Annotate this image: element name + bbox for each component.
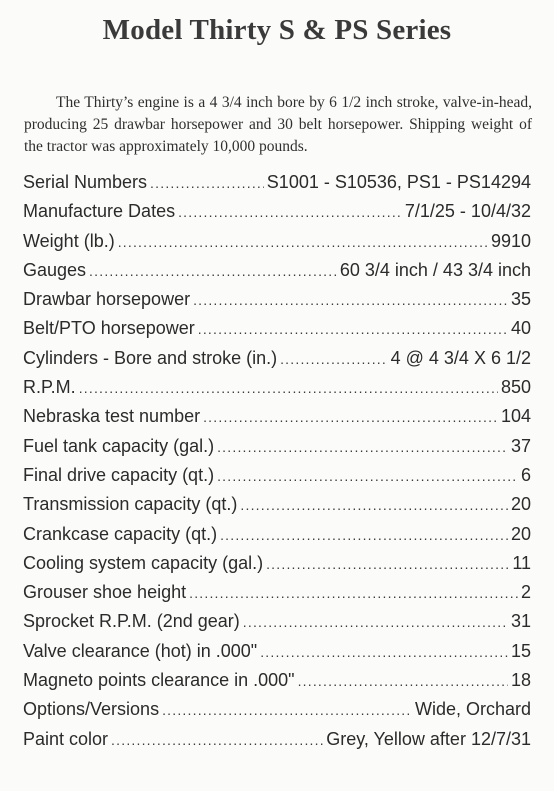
spec-value: 18 [510,670,531,691]
spec-row [23,289,531,318]
dot-leader [240,497,508,513]
dot-leader [217,439,508,455]
spec-label: Final drive capacity (qt.) [23,464,215,485]
spec-row [23,582,531,611]
dot-leader [217,468,518,484]
dot-leader [193,292,508,308]
spec-value: 9910 [490,230,531,251]
dot-leader [198,321,508,337]
spec-label: Nebraska test number [23,406,201,427]
spec-row [23,348,531,377]
dot-leader [298,673,508,689]
spec-value: S1001 - S10536, PS1 - PS14294 [266,172,531,192]
spec-row [23,699,531,728]
dot-leader [203,409,498,425]
spec-label: Gauges [23,259,87,280]
dot-leader [178,204,402,220]
page-title: Model Thirty S & PS Series [102,14,452,46]
intro-paragraph: The Thirty’s engine is a 4 3/4 inch bore by 6 1/2 inch stroke, valve-in-head, producing 25 drawbar horsepower and 30 belt horsepower. Shipping weight of the tractor was approximately 10,000 pounds. [24,93,532,155]
spec-label: Belt/PTO horsepower [23,318,195,339]
spec-label: Magneto points clearance in .000" [23,670,295,691]
spec-value: 20 [510,494,531,515]
dot-leader [111,732,323,748]
dot-leader [266,556,509,572]
spec-value: 37 [510,435,531,456]
spec-value: 31 [510,611,531,632]
spec-value: 2 [520,582,531,603]
spec-row [23,611,531,640]
spec-row [23,406,531,435]
spec-row [23,231,531,260]
spec-row [23,494,531,523]
spec-value: 104 [500,406,531,427]
spec-row [23,465,531,494]
spec-row [23,201,531,230]
spec-row [23,318,531,347]
spec-value: 850 [500,377,531,398]
spec-row [23,524,531,553]
spec-row [23,377,531,406]
spec-label: Drawbar horsepower [23,289,191,310]
dot-leader [243,614,508,630]
spec-label: Manufacture Dates [23,201,176,222]
spec-row [23,172,531,201]
dot-leader [79,380,498,396]
spec-label: Cooling system capacity (gal.) [23,552,264,573]
spec-value: 7/1/25 - 10/4/32 [404,201,531,222]
spec-label: Transmission capacity (qt.) [23,494,238,515]
spec-value: 60 3/4 inch / 43 3/4 inch [339,259,531,280]
spec-label: Grouser shoe height [23,582,187,603]
spec-label: Fuel tank capacity (gal.) [23,435,215,456]
spec-label: Serial Numbers [23,172,148,192]
dot-leader [260,644,508,660]
dot-leader [220,527,508,543]
spec-row [23,260,531,289]
spec-row [23,729,531,758]
dot-leader [118,234,488,250]
spec-label: Weight (lb.) [23,230,115,251]
spec-row [23,670,531,699]
spec-value: 40 [510,318,531,339]
spec-value: 6 [520,464,531,485]
spec-value: 11 [512,552,531,573]
spec-label: Options/Versions [23,699,160,720]
dot-leader [189,585,518,601]
spec-row [23,553,531,582]
spec-value: Grey, Yellow after 12/7/31 [326,728,531,749]
spec-label: Cylinders - Bore and stroke (in.) [23,347,278,368]
spec-label: Valve clearance (hot) in .000" [23,640,258,661]
spec-row [23,436,531,465]
dot-leader [150,175,264,191]
spec-list [23,172,531,758]
dot-leader [280,351,388,367]
spec-label: R.P.M. [23,377,76,398]
spec-row [23,641,531,670]
dot-leader [89,263,337,279]
spec-value: 4 @ 4 3/4 X 6 1/2 [390,347,531,368]
spec-value: 15 [510,640,531,661]
spec-value: 20 [510,523,531,544]
spec-label: Paint color [23,728,109,749]
spec-value: 35 [510,289,531,310]
spec-value: Wide, Orchard [414,699,531,720]
spec-label: Crankcase capacity (qt.) [23,523,218,544]
spec-label: Sprocket R.P.M. (2nd gear) [23,611,240,632]
dot-leader [162,702,412,718]
